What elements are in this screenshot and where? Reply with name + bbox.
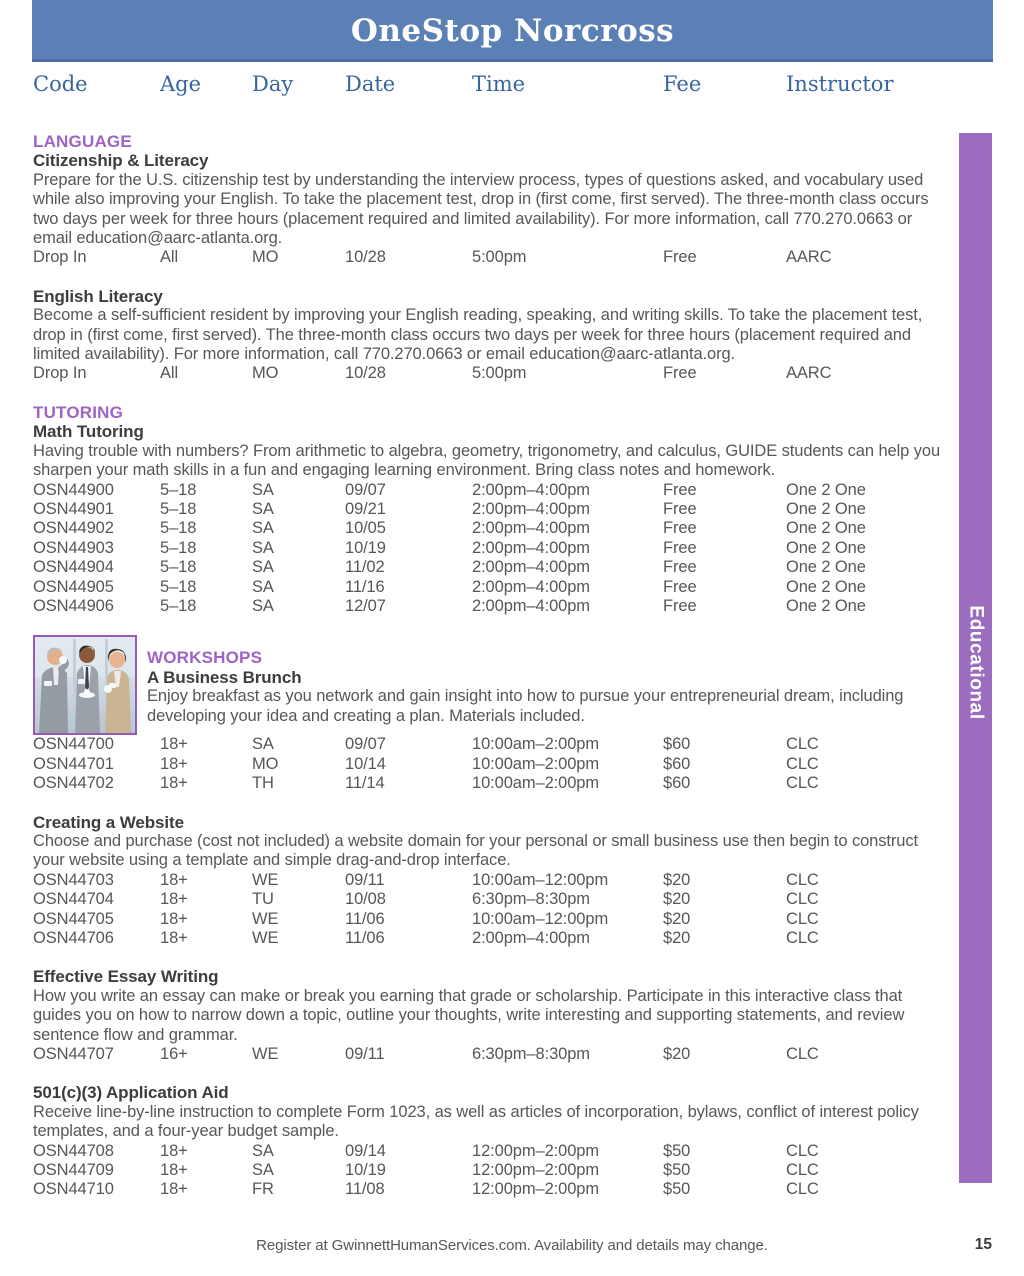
cell-fee: $60	[663, 774, 691, 793]
cell-age: 5–18	[160, 499, 197, 518]
cell-instructor: CLC	[786, 1045, 819, 1064]
cell-date: 11/06	[345, 909, 385, 928]
cell-day: SA	[252, 735, 274, 754]
cell-age: All	[160, 248, 179, 267]
cell-instructor: One 2 One	[786, 596, 866, 615]
cell-age: 18+	[160, 1161, 188, 1180]
cell-date: 10/19	[345, 1161, 386, 1180]
cell-time: 10:00am–2:00pm	[472, 774, 600, 793]
schedule-content	[33, 132, 945, 1219]
column-header-time: Time	[472, 72, 526, 96]
cell-day: SA	[252, 519, 274, 538]
course-block	[33, 813, 945, 949]
side-tab-label: Educational	[965, 605, 987, 720]
cell-age: 5–18	[160, 596, 197, 615]
schedule-row	[33, 910, 945, 929]
cell-fee: $60	[663, 754, 691, 773]
schedule-row	[33, 890, 945, 909]
cell-fee: Free	[663, 499, 697, 518]
cell-code: OSN44905	[33, 577, 114, 596]
section-heading: WORKSHOPS	[147, 648, 263, 668]
course-description: How you write an essay can make or break you earning that grade or scholarship. Participate in this interactive class that guides you on how to narrow down a topic, outline your thoughts, write interesting and supporting statements, and review sentence flow and grammar.	[33, 986, 905, 1044]
cell-age: 5–18	[160, 538, 197, 557]
course-title: English Literacy	[33, 286, 163, 306]
cell-fee: $20	[663, 870, 691, 889]
page-number: 15	[974, 1236, 992, 1253]
cell-day: SA	[252, 1141, 274, 1160]
cell-instructor: One 2 One	[786, 538, 866, 557]
cell-age: 5–18	[160, 480, 197, 499]
cell-instructor: One 2 One	[786, 480, 866, 499]
cell-day: MO	[252, 248, 279, 267]
schedule-row	[33, 558, 945, 577]
cell-date: 09/11	[345, 1045, 385, 1064]
cell-fee: Free	[663, 480, 697, 499]
cell-day: SA	[252, 538, 274, 557]
course-block	[33, 1083, 945, 1199]
cell-instructor: CLC	[786, 1141, 819, 1160]
cell-code: OSN44705	[33, 909, 114, 928]
cell-time: 5:00pm	[472, 364, 527, 383]
schedule-rows	[33, 481, 945, 617]
cell-fee: $20	[663, 890, 691, 909]
section-heading: LANGUAGE	[33, 132, 132, 151]
course-title: A Business Brunch	[147, 667, 302, 687]
cell-age: 18+	[160, 774, 188, 793]
cell-fee: Free	[663, 248, 697, 267]
cell-instructor: One 2 One	[786, 558, 866, 577]
schedule-rows	[33, 248, 945, 267]
cell-code: Drop In	[33, 364, 87, 383]
schedule-row	[33, 1161, 945, 1180]
cell-date: 11/08	[345, 1180, 385, 1199]
schedule-row	[33, 578, 945, 597]
cell-instructor: One 2 One	[786, 519, 866, 538]
cell-time: 2:00pm–4:00pm	[472, 558, 590, 577]
cell-age: 18+	[160, 929, 188, 947]
schedule-row	[33, 755, 945, 774]
schedule-rows	[33, 1142, 945, 1200]
schedule-row	[33, 871, 945, 890]
cell-instructor: AARC	[786, 364, 832, 383]
cell-instructor: One 2 One	[786, 499, 866, 518]
cell-time: 2:00pm–4:00pm	[472, 519, 590, 538]
cell-code: OSN44710	[33, 1180, 114, 1199]
cell-age: 18+	[160, 870, 188, 889]
cell-date: 10/19	[345, 538, 386, 557]
cell-instructor: AARC	[786, 248, 832, 267]
cell-instructor: One 2 One	[786, 577, 866, 596]
cell-fee: Free	[663, 577, 697, 596]
cell-date: 11/02	[345, 558, 385, 577]
cell-instructor: CLC	[786, 1180, 819, 1199]
cell-date: 09/11	[345, 870, 385, 889]
course-description: Prepare for the U.S. citizenship test by understanding the interview process, types of questions asked, and vocabulary used while also improving your English. To take the placement test, drop in (first come, first served). The three-month class occurs two days per week for three hours (placement required and limited availability). For more information, call 770.270.0663 or email education@aarc-atlanta.org.	[33, 170, 929, 248]
cell-time: 6:30pm–8:30pm	[472, 890, 590, 909]
cell-code: OSN44709	[33, 1161, 114, 1180]
cell-age: 18+	[160, 1141, 188, 1160]
cell-date: 09/07	[345, 480, 386, 499]
cell-day: SA	[252, 480, 274, 499]
cell-fee: $60	[663, 735, 691, 754]
cell-time: 5:00pm	[472, 248, 527, 267]
cell-date: 09/07	[345, 735, 386, 754]
category-side-tab	[959, 133, 992, 1183]
cell-age: 5–18	[160, 558, 197, 577]
cell-day: TU	[252, 890, 274, 909]
cell-code: OSN44702	[33, 774, 114, 793]
course-block	[33, 287, 945, 384]
cell-age: 16+	[160, 1045, 188, 1064]
cell-fee: Free	[663, 364, 697, 383]
cell-day: MO	[252, 364, 279, 383]
cell-instructor: CLC	[786, 870, 819, 889]
cell-instructor: CLC	[786, 774, 819, 793]
cell-instructor: CLC	[786, 929, 819, 947]
cell-day: WE	[252, 929, 279, 947]
schedule-row	[33, 1045, 945, 1064]
cell-time: 10:00am–2:00pm	[472, 754, 600, 773]
cell-day: SA	[252, 558, 274, 577]
column-header-row	[33, 72, 945, 102]
cell-code: OSN44701	[33, 754, 114, 773]
cell-fee: $20	[663, 929, 691, 947]
course-description: Having trouble with numbers? From arithmetic to algebra, geometry, trigonometry, and calculus, GUIDE students can help you sharpen your math skills in a fun and engaging learning environment. Bring class notes and homework.	[33, 441, 941, 480]
section-tutoring	[33, 403, 945, 616]
cell-fee: $20	[663, 909, 691, 928]
footer-note: Register at GwinnettHumanServices.com. Availability and details may change.	[256, 1237, 768, 1254]
course-title: 501(c)(3) Application Aid	[33, 1083, 229, 1103]
cell-code: OSN44708	[33, 1141, 114, 1160]
course-description: Receive line-by-line instruction to complete Form 1023, as well as articles of incorporation, bylaws, conflict of interest policy templates, and a four-year budget sample.	[33, 1102, 919, 1141]
cell-time: 2:00pm–4:00pm	[472, 480, 590, 499]
schedule-rows	[33, 735, 945, 793]
cell-age: 18+	[160, 909, 188, 928]
cell-time: 2:00pm–4:00pm	[472, 596, 590, 615]
column-header-instructor: Instructor	[786, 72, 894, 96]
schedule-row	[33, 774, 945, 793]
cell-time: 12:00pm–2:00pm	[472, 1161, 600, 1180]
cell-code: OSN44700	[33, 735, 114, 754]
column-header-code: Code	[33, 72, 88, 96]
cell-day: FR	[252, 1180, 274, 1199]
schedule-row	[33, 539, 945, 558]
cell-time: 6:30pm–8:30pm	[472, 1045, 590, 1064]
cell-instructor: CLC	[786, 735, 819, 754]
cell-date: 09/21	[345, 499, 386, 518]
schedule-row	[33, 1180, 945, 1199]
cell-age: 18+	[160, 735, 188, 754]
course-title: Creating a Website	[33, 812, 184, 832]
cell-code: OSN44903	[33, 538, 114, 557]
page-banner	[32, 0, 993, 62]
section-heading: TUTORING	[33, 402, 124, 422]
cell-fee: $50	[663, 1141, 691, 1160]
cell-time: 2:00pm–4:00pm	[472, 499, 590, 518]
cell-day: TH	[252, 774, 274, 793]
course-title: Math Tutoring	[33, 422, 144, 442]
course-description: Choose and purchase (cost not included) a website domain for your personal or small business use then begin to construct your website using a template and simple drag-and-drop interface.	[33, 831, 919, 870]
column-header-date: Date	[345, 72, 396, 96]
cell-time: 10:00am–12:00pm	[472, 909, 609, 928]
photo-side-text	[147, 635, 945, 735]
schedule-rows	[33, 871, 945, 949]
page-title: OneStop Norcross	[350, 13, 675, 49]
cell-date: 11/14	[345, 774, 385, 793]
cell-date: 11/16	[345, 577, 385, 596]
cell-instructor: CLC	[786, 909, 819, 928]
schedule-row	[33, 929, 945, 948]
cell-fee: $20	[663, 1045, 691, 1064]
cell-code: OSN44901	[33, 499, 114, 518]
cell-age: 18+	[160, 1180, 188, 1199]
column-header-fee: Fee	[663, 72, 702, 96]
cell-day: SA	[252, 577, 274, 596]
cell-day: SA	[252, 499, 274, 518]
cell-date: 10/05	[345, 519, 386, 538]
section-language	[33, 132, 945, 384]
cell-age: 18+	[160, 890, 188, 909]
cell-code: OSN44904	[33, 558, 114, 577]
cell-code: OSN44704	[33, 890, 114, 909]
column-header-age: Age	[160, 72, 202, 96]
business-brunch-photo	[33, 635, 137, 735]
course-block	[33, 967, 945, 1064]
schedule-rows	[33, 1045, 945, 1064]
cell-time: 10:00am–12:00pm	[472, 870, 609, 889]
cell-code: Drop In	[33, 248, 87, 267]
schedule-row	[33, 364, 945, 383]
schedule-row	[33, 481, 945, 500]
cell-age: 5–18	[160, 577, 197, 596]
schedule-row	[33, 597, 945, 616]
course-title: Citizenship & Literacy	[33, 151, 209, 171]
schedule-row	[33, 248, 945, 267]
cell-date: 10/28	[345, 364, 386, 383]
cell-code: OSN44902	[33, 519, 114, 538]
column-header-day: Day	[252, 72, 294, 96]
cell-date: 12/07	[345, 596, 386, 615]
cell-code: OSN44900	[33, 480, 114, 499]
cell-instructor: CLC	[786, 754, 819, 773]
course-description: Become a self-sufficient resident by improving your English reading, speaking, and writing skills. To take the placement test, drop in (first come, first served). The three-month class occurs two days per week for three hours (placement required and limited availability). For more information, call 770.270.0663 or email education@aarc-atlanta.org.	[33, 306, 923, 364]
cell-day: WE	[252, 1045, 279, 1064]
cell-fee: $50	[663, 1180, 691, 1199]
cell-time: 2:00pm–4:00pm	[472, 577, 590, 596]
course-block	[33, 635, 945, 793]
cell-date: 10/14	[345, 754, 386, 773]
cell-day: SA	[252, 1161, 274, 1180]
cell-day: WE	[252, 870, 279, 889]
cell-date: 10/28	[345, 248, 386, 267]
cell-fee: Free	[663, 596, 697, 615]
cell-code: OSN44706	[33, 929, 114, 947]
schedule-row	[33, 1142, 945, 1161]
course-title: Effective Essay Writing	[33, 967, 219, 987]
cell-date: 11/06	[345, 929, 385, 947]
cell-date: 09/14	[345, 1141, 386, 1160]
cell-code: OSN44906	[33, 596, 114, 615]
cell-code: OSN44707	[33, 1045, 114, 1064]
schedule-row	[33, 735, 945, 754]
cell-age: All	[160, 364, 179, 383]
cell-time: 10:00am–2:00pm	[472, 735, 600, 754]
section-workshops	[33, 635, 945, 1200]
course-block	[33, 403, 945, 616]
cell-time: 12:00pm–2:00pm	[472, 1141, 600, 1160]
course-block	[33, 132, 945, 268]
schedule-row	[33, 519, 945, 538]
cell-day: WE	[252, 909, 279, 928]
cell-time: 12:00pm–2:00pm	[472, 1180, 600, 1199]
cell-fee: Free	[663, 519, 697, 538]
cell-date: 10/08	[345, 890, 386, 909]
cell-fee: Free	[663, 538, 697, 557]
cell-day: SA	[252, 596, 274, 615]
photo-row	[33, 635, 945, 735]
schedule-row	[33, 500, 945, 519]
cell-code: OSN44703	[33, 870, 114, 889]
cell-age: 18+	[160, 754, 188, 773]
cell-time: 2:00pm–4:00pm	[472, 538, 590, 557]
cell-instructor: CLC	[786, 1161, 819, 1180]
schedule-rows	[33, 364, 945, 383]
course-description: Enjoy breakfast as you network and gain insight into how to pursue your entrepreneurial dream, including developing your idea and creating a plan. Materials included.	[147, 687, 904, 725]
cell-fee: $50	[663, 1161, 691, 1180]
cell-instructor: CLC	[786, 890, 819, 909]
cell-day: MO	[252, 754, 279, 773]
cell-time: 2:00pm–4:00pm	[472, 929, 590, 947]
cell-fee: Free	[663, 558, 697, 577]
cell-age: 5–18	[160, 519, 197, 538]
